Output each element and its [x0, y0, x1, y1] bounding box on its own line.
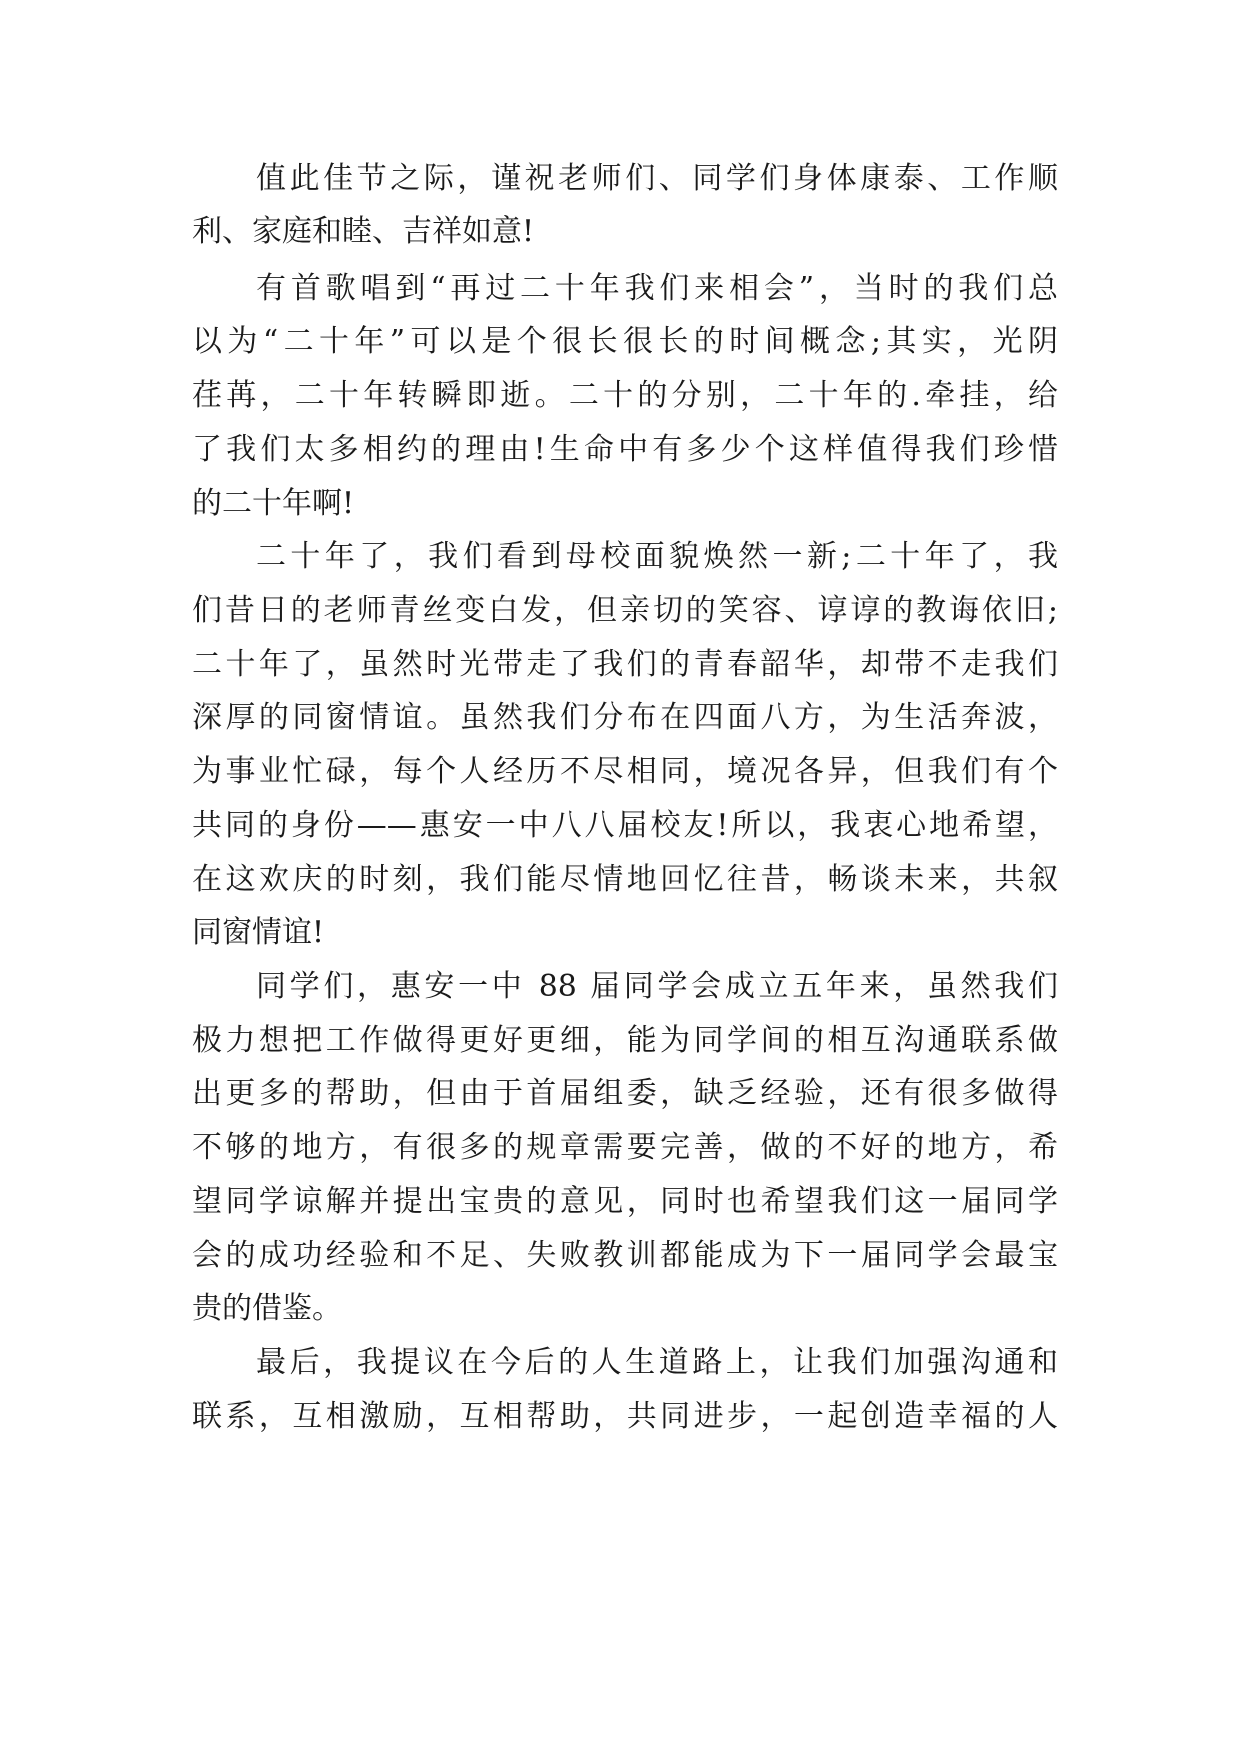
- paragraph-1-line-2: 利、家庭和睦、吉祥如意!: [192, 214, 535, 249]
- paragraph-4-line-4: 不够的地方，有很多的规章需要完善，做的不好的地方，希: [192, 1130, 1058, 1165]
- paragraph-3-line-1: 二十年了，我们看到母校面貌焕然一新;二十年了，我: [256, 539, 1058, 574]
- paragraph-4-line-2: 极力想把工作做得更好更细，能为同学间的相互沟通联系做: [192, 1023, 1058, 1058]
- paragraph-2-line-2: 以为“二十年”可以是个很长很长的时间概念;其实，光阴: [192, 324, 1058, 359]
- paragraph-3-line-8: 同窗情谊!: [192, 915, 325, 950]
- paragraph-4-line-1: 同学们，惠安一中 88 届同学会成立五年来，虽然我们: [256, 969, 1058, 1004]
- paragraph-2-line-4: 了我们太多相约的理由!生命中有多少个这样值得我们珍惜: [192, 432, 1058, 467]
- paragraph-3-line-7: 在这欢庆的时刻，我们能尽情地回忆往昔，畅谈未来，共叙: [192, 862, 1058, 897]
- paragraph-4-line-7: 贵的借鉴。: [192, 1291, 342, 1326]
- paragraph-5-line-1: 最后，我提议在今后的人生道路上，让我们加强沟通和: [256, 1345, 1058, 1380]
- paragraph-4-line-3: 出更多的帮助，但由于首届组委，缺乏经验，还有很多做得: [192, 1076, 1058, 1111]
- paragraph-3-line-5: 为事业忙碌，每个人经历不尽相同，境况各异，但我们有个: [192, 754, 1058, 789]
- paragraph-2-line-3: 荏苒，二十年转瞬即逝。二十的分别，二十年的.牵挂，给: [192, 378, 1058, 413]
- paragraph-3-line-4: 深厚的同窗情谊。虽然我们分布在四面八方，为生活奔波，: [192, 700, 1058, 735]
- paragraph-3-line-6: 共同的身份——惠安一中八八届校友!所以，我衷心地希望，: [192, 808, 1058, 843]
- paragraph-4-line-5: 望同学谅解并提出宝贵的意见，同时也希望我们这一届同学: [192, 1184, 1058, 1219]
- paragraph-1-line-1: 值此佳节之际，谨祝老师们、同学们身体康泰、工作顺: [256, 161, 1058, 196]
- paragraph-3-line-3: 二十年了，虽然时光带走了我们的青春韶华，却带不走我们: [192, 647, 1058, 682]
- paragraph-2-line-5: 的二十年啊!: [192, 486, 355, 521]
- paragraph-5-line-2: 联系，互相激励，互相帮助，共同进步，一起创造幸福的人: [192, 1399, 1058, 1434]
- paragraph-2-line-1: 有首歌唱到“再过二十年我们来相会”，当时的我们总: [256, 271, 1058, 306]
- paragraph-3-line-2: 们昔日的老师青丝变白发，但亲切的笑容、谆谆的教诲依旧;: [192, 593, 1058, 628]
- paragraph-4-line-6: 会的成功经验和不足、失败教训都能成为下一届同学会最宝: [192, 1238, 1058, 1273]
